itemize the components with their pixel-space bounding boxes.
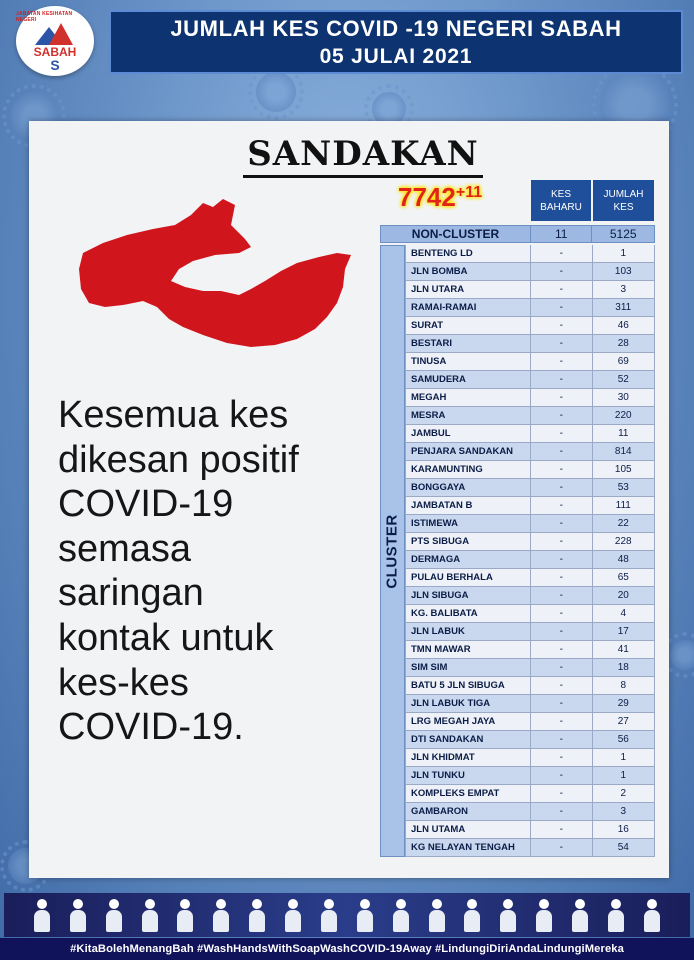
cluster-total: 18 xyxy=(592,659,654,676)
table-row xyxy=(405,515,655,533)
cluster-new: - xyxy=(530,821,592,838)
cluster-new: - xyxy=(530,389,592,406)
cluster-total: 16 xyxy=(592,821,654,838)
cluster-name: SAMUDERA xyxy=(411,374,466,385)
table-row xyxy=(405,785,655,803)
cluster-name: SURAT xyxy=(411,320,444,331)
frontliner-icon xyxy=(248,897,266,933)
table-row xyxy=(405,803,655,821)
cluster-name: JLN BOMBA xyxy=(411,266,468,277)
frontliner-icon xyxy=(141,897,159,933)
district-map-icon xyxy=(75,195,360,355)
table-row xyxy=(405,695,655,713)
table-row xyxy=(405,713,655,731)
cluster-total: 30 xyxy=(592,389,654,406)
cluster-total: 29 xyxy=(592,695,654,712)
cluster-total: 46 xyxy=(592,317,654,334)
cluster-name: GAMBARON xyxy=(411,806,468,817)
cluster-total: 48 xyxy=(592,551,654,568)
table-row xyxy=(405,551,655,569)
cluster-name: JLN LABUK TIGA xyxy=(411,698,491,709)
header-date: 05 JULAI 2021 xyxy=(319,44,473,68)
cluster-new: - xyxy=(530,713,592,730)
table-row xyxy=(405,335,655,353)
frontliner-icon xyxy=(320,897,338,933)
frontliner-icon xyxy=(463,897,481,933)
table-row xyxy=(405,263,655,281)
cluster-new: - xyxy=(530,515,592,532)
virus-decoration-icon xyxy=(256,72,296,112)
table-row xyxy=(405,245,655,263)
cluster-new: - xyxy=(530,533,592,550)
cluster-total: 41 xyxy=(592,641,654,658)
cluster-name: BESTARI xyxy=(411,338,452,349)
cluster-new: - xyxy=(530,731,592,748)
cluster-name: DTI SANDAKAN xyxy=(411,734,484,745)
cluster-new: - xyxy=(530,551,592,568)
table-row xyxy=(405,659,655,677)
cluster-name: PULAU BERHALA xyxy=(411,572,493,583)
column-header-new-label: KES BAHARU xyxy=(540,188,582,213)
total-count: 7742 xyxy=(398,182,456,212)
table-row xyxy=(405,479,655,497)
table-row xyxy=(405,461,655,479)
cluster-total: 8 xyxy=(592,677,654,694)
cluster-total: 3 xyxy=(592,803,654,820)
frontliner-icon xyxy=(607,897,625,933)
cluster-total: 111 xyxy=(592,497,654,514)
frontliner-figures-strip xyxy=(4,893,690,937)
table-row xyxy=(405,407,655,425)
cluster-new: - xyxy=(530,767,592,784)
cluster-name: LRG MEGAH JAYA xyxy=(411,716,496,727)
cluster-total: 17 xyxy=(592,623,654,640)
cluster-total: 1 xyxy=(592,749,654,766)
cluster-total: 105 xyxy=(592,461,654,478)
cluster-name: KARAMUNTING xyxy=(411,464,483,475)
cluster-total: 103 xyxy=(592,263,654,280)
cluster-total: 53 xyxy=(592,479,654,496)
cluster-new: - xyxy=(530,839,592,856)
cluster-new: - xyxy=(530,569,592,586)
table-row xyxy=(405,443,655,461)
header-title: JUMLAH KES COVID -19 NEGERI SABAH xyxy=(170,15,622,41)
cluster-name: KG. BALIBATA xyxy=(411,608,478,619)
cluster-total: 311 xyxy=(592,299,654,316)
cluster-new: - xyxy=(530,623,592,640)
cluster-new: - xyxy=(530,803,592,820)
cluster-table xyxy=(405,245,655,857)
table-row xyxy=(405,425,655,443)
cluster-name: JLN KHIDMAT xyxy=(411,752,475,763)
district-name: SANDAKAN xyxy=(243,134,483,178)
header-banner xyxy=(109,10,683,74)
cluster-total: 1 xyxy=(592,245,654,262)
table-row xyxy=(405,389,655,407)
frontliner-icon xyxy=(69,897,87,933)
column-header-total-label: JUMLAH KES xyxy=(603,188,644,213)
cluster-name: DERMAGA xyxy=(411,554,461,565)
table-row xyxy=(405,677,655,695)
cluster-total: 52 xyxy=(592,371,654,388)
cluster-name: KOMPLEKS EMPAT xyxy=(411,788,500,799)
cluster-name: SIM SIM xyxy=(411,662,448,673)
cluster-new: - xyxy=(530,425,592,442)
table-row xyxy=(405,767,655,785)
cluster-name: JLN UTAMA xyxy=(411,824,466,835)
cluster-total: 11 xyxy=(592,425,654,442)
table-row xyxy=(405,281,655,299)
cluster-total: 28 xyxy=(592,335,654,352)
column-header-total xyxy=(593,180,654,221)
virus-decoration-icon xyxy=(670,640,694,670)
cluster-total: 1 xyxy=(592,767,654,784)
cluster-total: 27 xyxy=(592,713,654,730)
table-row xyxy=(405,641,655,659)
table-row xyxy=(405,317,655,335)
cluster-total: 228 xyxy=(592,533,654,550)
table-row xyxy=(405,299,655,317)
cluster-total: 69 xyxy=(592,353,654,370)
cluster-new: - xyxy=(530,335,592,352)
logo-top-text: JABATAN KESIHATAN NEGERI xyxy=(16,11,73,23)
cluster-name: BONGGAYA xyxy=(411,482,466,493)
table-row xyxy=(405,605,655,623)
cluster-new: - xyxy=(530,461,592,478)
frontliner-icon xyxy=(392,897,410,933)
cluster-name: PENJARA SANDAKAN xyxy=(411,446,514,457)
cluster-new: - xyxy=(530,407,592,424)
ministry-logo xyxy=(16,6,94,76)
cluster-label-text: CLUSTER xyxy=(384,513,401,589)
table-row xyxy=(405,623,655,641)
hashtag-banner: #KitaBolehMenangBah #WashHandsWithSoapWashCOVID-19Away #LindungiDiriAndaLindungiMereka xyxy=(0,938,694,960)
cluster-total: 3 xyxy=(592,281,654,298)
logo-swirl-icon: S xyxy=(50,57,60,73)
table-row xyxy=(405,839,655,857)
cluster-new: - xyxy=(530,695,592,712)
cluster-name: JLN SIBUGA xyxy=(411,590,469,601)
cluster-name: BENTENG LD xyxy=(411,248,473,259)
cluster-name: JLN TUNKU xyxy=(411,770,465,781)
cluster-new: - xyxy=(530,497,592,514)
statement-text: Kesemua kes dikesan positif COVID-19 semasa saringan kontak untuk kes-kes COVID-19. xyxy=(58,394,299,749)
district-total xyxy=(398,182,482,213)
cluster-new: - xyxy=(530,245,592,262)
cluster-new: - xyxy=(530,263,592,280)
frontliner-icon xyxy=(643,897,661,933)
table-row xyxy=(405,497,655,515)
cluster-total: 65 xyxy=(592,569,654,586)
cluster-total: 20 xyxy=(592,587,654,604)
cluster-new: - xyxy=(530,443,592,460)
cluster-new: - xyxy=(530,299,592,316)
cluster-name: MEGAH xyxy=(411,392,447,403)
cluster-new: - xyxy=(530,659,592,676)
non-cluster-row xyxy=(380,225,655,243)
cluster-name: JLN LABUK xyxy=(411,626,465,637)
cluster-new: - xyxy=(530,677,592,694)
cluster-new: - xyxy=(530,641,592,658)
frontliner-icon xyxy=(284,897,302,933)
table-row xyxy=(405,749,655,767)
cluster-name: ISTIMEWA xyxy=(411,518,458,529)
cluster-name: MESRA xyxy=(411,410,446,421)
cluster-new: - xyxy=(530,479,592,496)
cluster-total: 54 xyxy=(592,839,654,856)
mountain-icon xyxy=(33,23,77,45)
cluster-name: BATU 5 JLN SIBUGA xyxy=(411,680,505,691)
table-row xyxy=(405,731,655,749)
frontliner-icon xyxy=(356,897,374,933)
table-row xyxy=(405,353,655,371)
cluster-new: - xyxy=(530,605,592,622)
cluster-new: - xyxy=(530,371,592,388)
non-cluster-new: 11 xyxy=(530,226,592,242)
new-count: +11 xyxy=(455,184,483,201)
frontliner-icon xyxy=(105,897,123,933)
cluster-name: JAMBATAN B xyxy=(411,500,473,511)
frontliner-icon xyxy=(176,897,194,933)
cluster-total: 4 xyxy=(592,605,654,622)
cluster-new: - xyxy=(530,587,592,604)
frontliner-icon xyxy=(499,897,517,933)
table-row xyxy=(405,587,655,605)
cluster-name: KG NELAYAN TENGAH xyxy=(411,842,515,853)
cluster-total: 56 xyxy=(592,731,654,748)
table-row xyxy=(405,371,655,389)
table-row xyxy=(405,821,655,839)
cluster-name: TMN MAWAR xyxy=(411,644,471,655)
logo-name: SABAH xyxy=(33,45,77,59)
cluster-total: 814 xyxy=(592,443,654,460)
cluster-new: - xyxy=(530,353,592,370)
column-header-new xyxy=(531,180,591,221)
frontliner-icon xyxy=(212,897,230,933)
cluster-total: 22 xyxy=(592,515,654,532)
frontliner-icon xyxy=(33,897,51,933)
non-cluster-total: 5125 xyxy=(591,226,654,242)
frontliner-icon xyxy=(428,897,446,933)
cluster-side-label xyxy=(380,245,405,857)
frontliner-icon xyxy=(535,897,553,933)
frontliner-icon xyxy=(571,897,589,933)
cluster-name: JLN UTARA xyxy=(411,284,465,295)
cluster-name: PTS SIBUGA xyxy=(411,536,470,547)
cluster-name: TINUSA xyxy=(411,356,447,367)
cluster-total: 220 xyxy=(592,407,654,424)
cluster-name: RAMAI-RAMAI xyxy=(411,302,477,313)
cluster-new: - xyxy=(530,281,592,298)
sandakan-map-shape xyxy=(79,199,351,347)
table-row xyxy=(405,569,655,587)
cluster-name: JAMBUL xyxy=(411,428,451,439)
cluster-new: - xyxy=(530,749,592,766)
cluster-total: 2 xyxy=(592,785,654,802)
cluster-new: - xyxy=(530,317,592,334)
table-row xyxy=(405,533,655,551)
cluster-new: - xyxy=(530,785,592,802)
non-cluster-label: NON-CLUSTER xyxy=(411,227,500,241)
